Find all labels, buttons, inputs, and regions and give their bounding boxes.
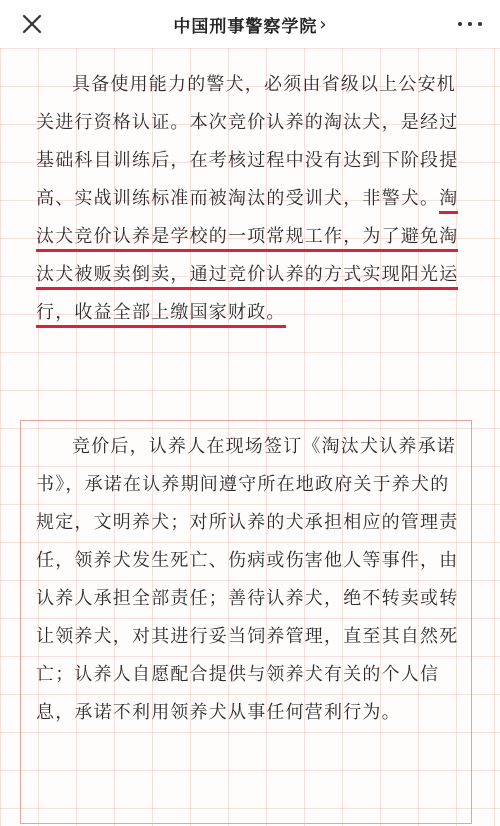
page-title-link[interactable] xyxy=(0,0,500,48)
article-paragraph-2 xyxy=(36,428,466,732)
top-bar xyxy=(0,0,500,49)
paragraph-2-text: 竞价后，认养人在现场签订《淘汰犬认养承诺书》，承诺在认养期间遵守所在地政府关于养犬的规定，文明养犬；对所认养的犬承担相应的管理责任，领养犬发生死亡、伤病或伤害他人等事件，由认养人承担全部责任；善待认养犬，绝不转卖或转让领养犬，对其进行妥当饲养管理，直至其自然死亡；认养人自愿配合提供与领养犬有关的个人信息，承诺不利用领养犬从事任何营利行为。 xyxy=(36,436,459,723)
more-dots-icon xyxy=(458,22,462,26)
more-dots-icon xyxy=(478,22,482,26)
page-title: 中国刑事警察学院 xyxy=(173,16,318,37)
chevron-right-icon: › xyxy=(319,13,327,35)
highlighted-text: 淘汰犬竞价认养是学校的一项常规工作，为了避免淘汰犬被贩卖倒卖，通过竞价认养的方式实现阳光运行，收益全部上缴国家财政。 xyxy=(36,188,458,328)
article-paragraph-1 xyxy=(36,66,466,332)
more-dots-icon xyxy=(468,22,472,26)
article-body xyxy=(0,48,500,826)
paragraph-1-text: 具备使用能力的警犬，必须由省级以上公安机关进行资格认证。本次竞价认养的淘汰犬，是经过基础科目训练后，在考核过程中没有达到下阶段提高、实战训练标准而被淘汰的受训犬，非警犬。 xyxy=(36,74,459,209)
more-options-button[interactable] xyxy=(458,14,482,34)
